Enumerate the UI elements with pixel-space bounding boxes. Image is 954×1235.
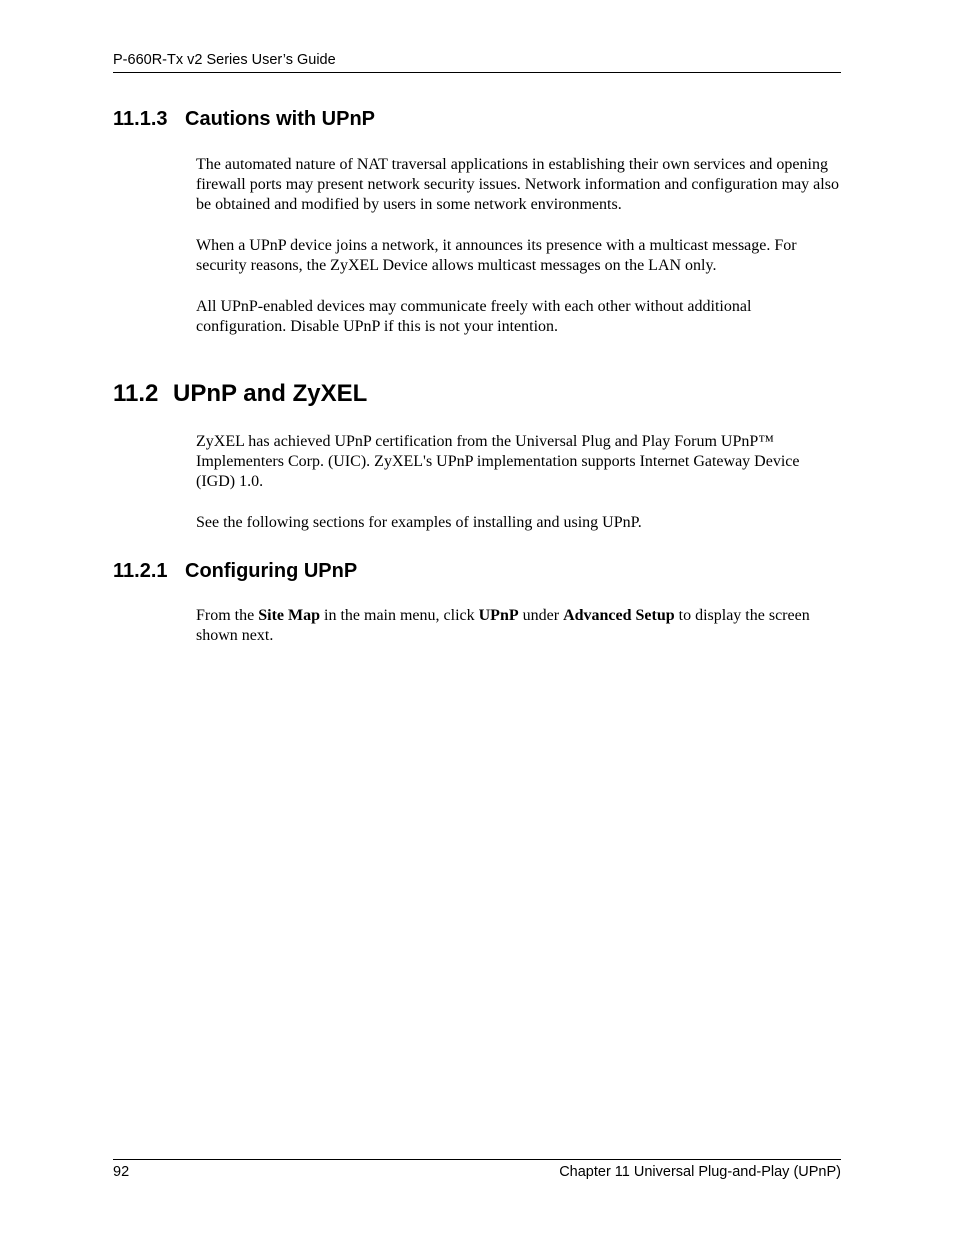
heading-number: 11.2 [113,380,159,407]
bold-upnp: UPnP [478,607,519,624]
heading-cautions-with-upnp [113,107,375,131]
page-header [113,52,841,73]
paragraph-following-sections: See the following sections for examples of installing and using UPnP. [196,514,642,531]
text-run: From the [196,607,259,624]
paragraph-multicast: When a UPnP device joins a network, it announces its presence with a multicast message. For security reasons, the ZyXEL Device allows multicast messages on the LAN only. [196,237,797,275]
text-run: to display the screen shown next. [196,607,810,645]
heading-configuring-upnp [113,559,357,583]
heading-number: 11.1.3 [113,108,168,130]
heading-text: UPnP and ZyXEL [173,380,368,407]
paragraph-upnp-devices: All UPnP-enabled devices may communicate freely with each other without additional configuration. Disable UPnP if this is not your intention. [196,298,752,336]
heading-number: 11.2.1 [113,560,168,582]
heading-upnp-and-zyxel [113,379,367,409]
paragraph-nat-traversal: The automated nature of NAT traversal applications in establishing their own services and opening firewall ports may present network security issues. Network information and configuration may also be obtained and modified by users in some network environments. [196,156,839,214]
bold-site-map: Site Map [258,607,320,624]
heading-text: Cautions with UPnP [185,108,375,130]
paragraph-site-map-instructions [196,606,842,646]
page-footer [113,1159,841,1181]
text-run: in the main menu, click [320,607,479,624]
heading-text: Configuring UPnP [185,560,358,582]
bold-advanced-setup: Advanced Setup [563,607,675,624]
text-run: under [518,607,564,624]
paragraph-zyxel-certification: ZyXEL has achieved UPnP certification from the Universal Plug and Play Forum UPnP™ Implementers Corp. (UIC). ZyXEL's UPnP implementation supports Internet Gateway Device (IGD) 1.0. [196,433,800,491]
header-title: P-660R-Tx v2 Series User’s Guide [113,52,336,68]
page-number: 92 [113,1164,130,1180]
footer-chapter-title: Chapter 11 Universal Plug-and-Play (UPnP) [559,1164,841,1180]
